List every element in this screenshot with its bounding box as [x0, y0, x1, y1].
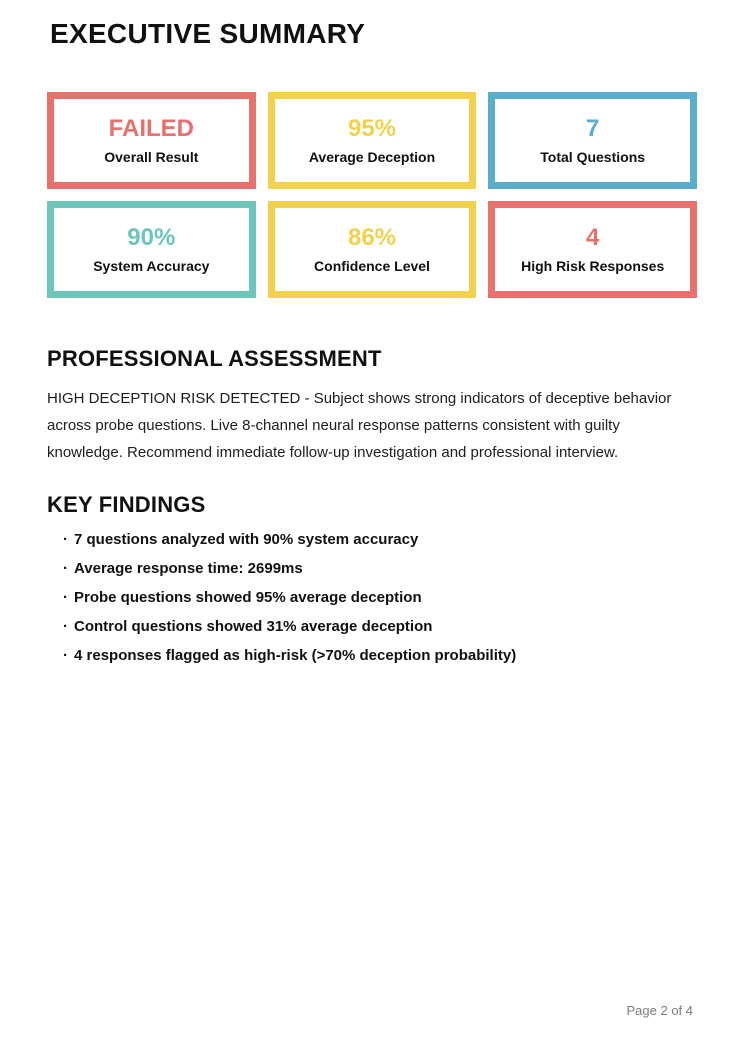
key-finding-item — [63, 531, 697, 549]
section-heading-key-findings: KEY FINDINGS — [47, 492, 206, 517]
section-key-findings — [47, 492, 697, 665]
key-finding-text: Average response time: 2699ms — [74, 560, 303, 577]
bullet-icon: · — [63, 618, 68, 635]
key-finding-item — [63, 618, 697, 636]
key-finding-item — [63, 560, 697, 578]
metric-card-confidence-level — [268, 201, 477, 298]
key-finding-item — [63, 647, 697, 665]
metric-value: 90% — [127, 224, 176, 252]
bullet-icon: · — [63, 589, 68, 606]
key-finding-text: 7 questions analyzed with 90% system accuracy — [74, 531, 419, 548]
metric-value: 4 — [585, 224, 600, 252]
metric-card-overall-result — [47, 92, 256, 189]
page-content — [0, 17, 743, 665]
bullet-icon: · — [63, 647, 68, 664]
metric-card-system-accuracy — [47, 201, 256, 298]
metric-label: Total Questions — [540, 148, 646, 165]
key-finding-item — [63, 589, 697, 607]
metric-label: High Risk Responses — [521, 257, 665, 274]
metric-label: Overall Result — [104, 148, 199, 165]
metric-card-average-deception — [268, 92, 477, 189]
metric-value: FAILED — [108, 115, 194, 143]
metric-label: Average Deception — [308, 148, 436, 165]
key-finding-text: Probe questions showed 95% average deception — [74, 589, 422, 606]
metric-value: 95% — [347, 115, 397, 143]
page-title: EXECUTIVE SUMMARY — [50, 18, 366, 49]
section-heading-professional-assessment: PROFESSIONAL ASSESSMENT — [47, 346, 382, 371]
bullet-icon: · — [63, 560, 68, 577]
bullet-icon: · — [63, 531, 68, 548]
metric-label: System Accuracy — [93, 257, 210, 274]
metrics-grid — [47, 92, 697, 298]
metric-label: Confidence Level — [314, 257, 430, 274]
key-finding-text: Control questions showed 31% average deception — [74, 618, 433, 635]
page-number: Page 2 of 4 — [626, 1003, 693, 1018]
assessment-body-text: HIGH DECEPTION RISK DETECTED - Subject shows strong indicators of deceptive behavior across probe questions. Live 8-channel neural response patterns consistent with guilty knowledge. Recommend immediate follow-up investigation and professional interview. — [47, 390, 672, 461]
metric-card-total-questions — [488, 92, 697, 189]
metric-card-high-risk-responses — [488, 201, 697, 298]
key-findings-list — [47, 531, 697, 665]
metric-value: 86% — [347, 224, 397, 252]
section-professional-assessment — [47, 346, 697, 466]
metric-value: 7 — [585, 115, 600, 143]
key-finding-text: 4 responses flagged as high-risk (>70% deception probability) — [74, 647, 517, 664]
